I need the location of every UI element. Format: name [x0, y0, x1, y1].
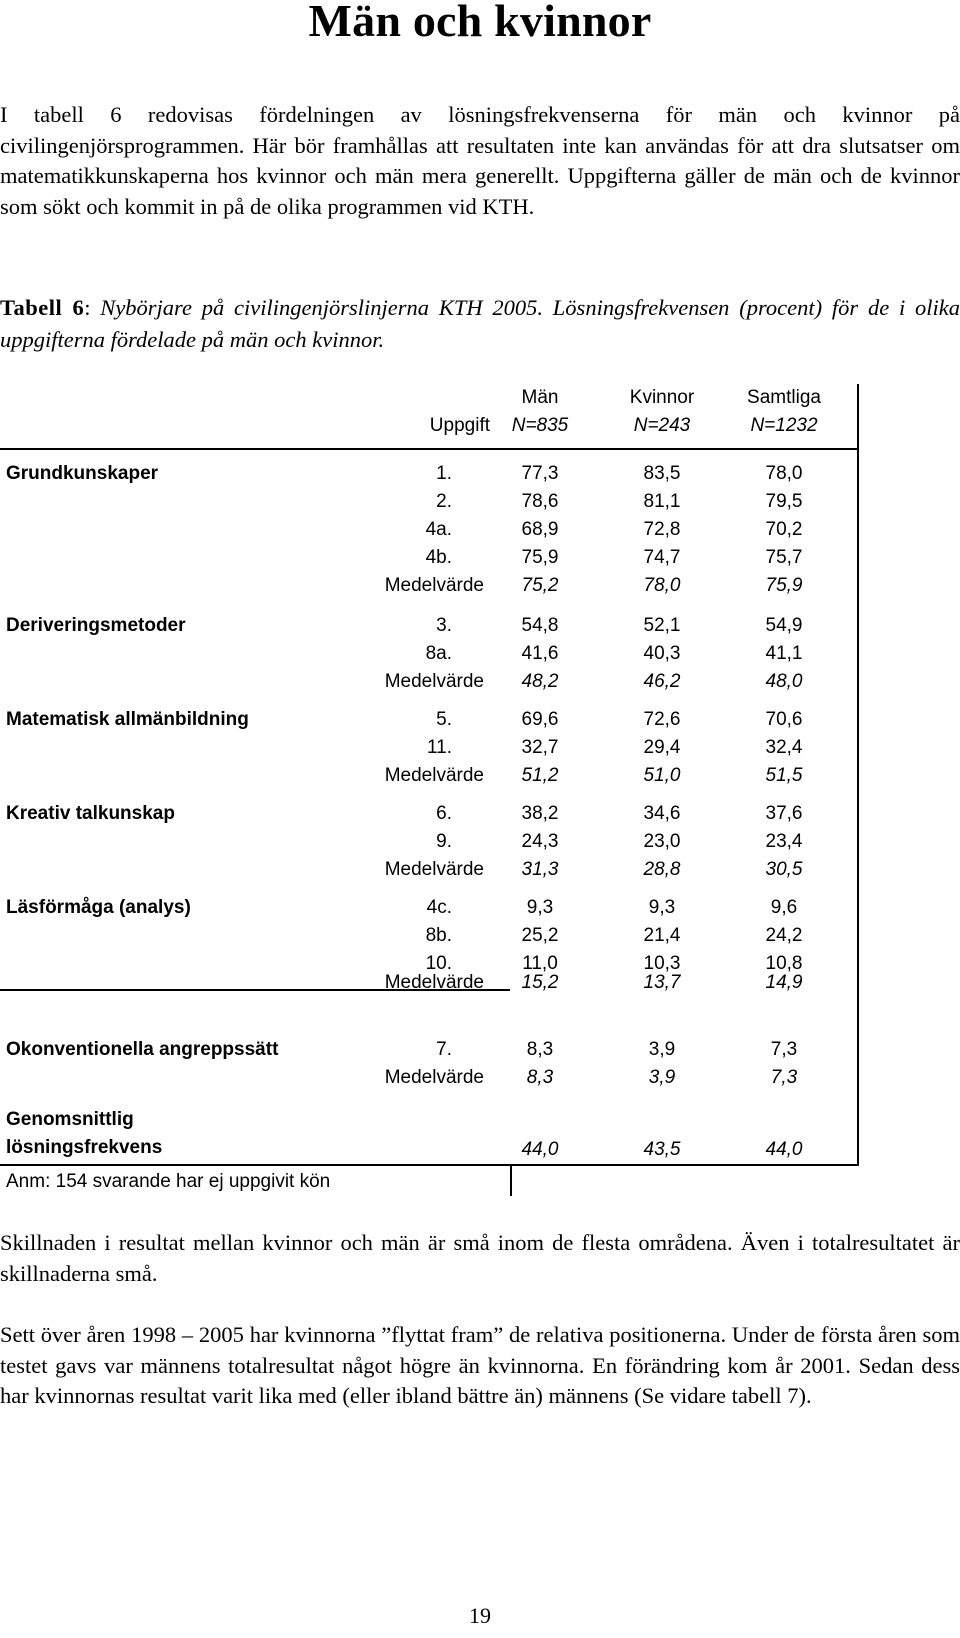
caption-text: Nybörjare på civilingenjörslinjerna KTH 2005. Lösningsfrekvensen (procent) för de i olika uppgifterna fördelade på män och kvinnor.: [0, 295, 960, 352]
task-cell: 10.: [425, 953, 452, 974]
kvinnor-cell: 9,3: [648, 897, 676, 918]
samtliga-cell: 37,6: [765, 803, 803, 824]
header-man-n: N=835: [511, 415, 569, 436]
task-cell: 4b.: [425, 547, 452, 568]
overall-label-line2: lösningsfrekvens: [6, 1137, 163, 1158]
kvinnor-cell: 74,7: [643, 547, 681, 568]
mean-man: 51,2: [521, 765, 559, 786]
group-matematisk-allmanbildning: Matematisk allmänbildning: [6, 709, 249, 730]
mean-kvinnor: 3,9: [648, 1067, 676, 1088]
task-cell: 1.: [436, 463, 452, 484]
man-cell: 75,9: [521, 547, 559, 568]
man-cell: 68,9: [521, 519, 559, 540]
kvinnor-cell: 23,0: [643, 831, 681, 852]
header-kvinnor: Kvinnor: [629, 387, 695, 408]
kvinnor-cell: 34,6: [643, 803, 681, 824]
samtliga-cell: 54,9: [765, 615, 803, 636]
man-cell: 9,3: [526, 897, 554, 918]
task-cell: 4a.: [425, 519, 452, 540]
mean-kvinnor: 78,0: [643, 575, 681, 596]
mean-samtliga: 14,9: [765, 972, 803, 993]
kvinnor-cell: 3,9: [648, 1039, 676, 1060]
kvinnor-cell: 52,1: [643, 615, 681, 636]
kvinnor-cell: 21,4: [643, 925, 681, 946]
mean-man: 48,2: [521, 671, 559, 692]
kvinnor-cell: 83,5: [643, 463, 681, 484]
mean-samtliga: 48,0: [765, 671, 803, 692]
task-cell: 4c.: [426, 897, 452, 918]
samtliga-cell: 24,2: [765, 925, 803, 946]
summary-paragraph: Skillnaden i resultat mellan kvinnor och män är små inom de flesta områdena. Även i totalresultatet är skillnaderna små.: [0, 1230, 960, 1286]
right-border: [857, 384, 859, 1166]
caption-separator: :: [84, 295, 91, 320]
header-samtliga: Samtliga: [747, 387, 821, 408]
task-cell: 11.: [426, 737, 452, 758]
mean-samtliga: 30,5: [765, 859, 803, 880]
mean-man: 15,2: [521, 972, 559, 993]
kvinnor-cell: 10,3: [643, 953, 681, 974]
man-cell: 77,3: [521, 463, 559, 484]
group-deriveringsmetoder: Deriveringsmetoder: [6, 615, 186, 636]
overall-man: 44,0: [521, 1139, 559, 1160]
mean-label: Medelvärde: [384, 859, 484, 880]
page-number: 19: [469, 1603, 491, 1628]
kvinnor-cell: 72,6: [643, 709, 681, 730]
mean-samtliga: 51,5: [765, 765, 803, 786]
mean-kvinnor: 13,7: [643, 972, 681, 993]
samtliga-cell: 41,1: [765, 643, 803, 664]
table-note: Anm: 154 svarande har ej uppgivit kön: [6, 1171, 331, 1192]
man-cell: 38,2: [521, 803, 559, 824]
header-man: Män: [521, 387, 559, 408]
task-cell: 9.: [436, 831, 452, 852]
task-cell: 8a.: [425, 643, 452, 664]
man-cell: 32,7: [521, 737, 559, 758]
task-cell: 7.: [436, 1039, 452, 1060]
kvinnor-cell: 40,3: [643, 643, 681, 664]
samtliga-cell: 70,2: [765, 519, 803, 540]
task-cell: 5.: [436, 709, 452, 730]
man-cell: 11,0: [522, 953, 558, 974]
group-lasformaga: Läsförmåga (analys): [6, 897, 191, 918]
samtliga-cell: 10,8: [765, 953, 803, 974]
mean-kvinnor: 51,0: [643, 765, 681, 786]
mean-label: Medelvärde: [384, 765, 484, 786]
man-cell: 54,8: [521, 615, 559, 636]
results-table: [0, 384, 960, 1194]
mean-samtliga: 75,9: [765, 575, 803, 596]
mean-label: Medelvärde: [384, 1067, 484, 1088]
kvinnor-cell: 81,1: [643, 491, 681, 512]
intro-paragraph: I tabell 6 redovisas fördelningen av lösningsfrekvenserna för män och kvinnor på civilingenjörsprogrammen. Här bör framhållas att resultaten inte kan användas för att dra slutsatser om matematikkunskaperna hos kvinnor och män mera generellt. Uppgifterna gäller de män och de kvinnor som sökt och kommit in på de olika programmen vid KTH.: [0, 102, 960, 220]
group-okonventionella: Okonventionella angreppssätt: [6, 1039, 279, 1060]
mean-samtliga: 7,3: [770, 1067, 798, 1088]
mean-kvinnor: 46,2: [643, 671, 681, 692]
note-divider: [510, 1164, 512, 1196]
kvinnor-cell: 29,4: [643, 737, 681, 758]
bottom-rule: [0, 1164, 859, 1166]
header-samtliga-n: N=1232: [750, 415, 818, 436]
trend-paragraph: Sett över åren 1998 – 2005 har kvinnorna ”flyttat fram” de relativa positionerna. Under de första åren som testet gavs var männens totalresultat något högre än kvinnorna. En förändring kom år 2001. Sedan dess har kvinnornas resultat varit lika med (eller ibland bättre än) männens (Se vidare tabell 7).: [0, 1322, 960, 1409]
task-cell: 8b.: [425, 925, 452, 946]
man-cell: 69,6: [521, 709, 559, 730]
samtliga-cell: 70,6: [765, 709, 803, 730]
caption-label: Tabell 6: [0, 295, 85, 320]
page-title: Män och kvinnor: [308, 0, 652, 46]
task-cell: 2.: [436, 491, 452, 512]
man-cell: 41,6: [521, 643, 559, 664]
overall-samtliga: 44,0: [765, 1139, 803, 1160]
samtliga-cell: 78,0: [765, 463, 803, 484]
task-cell: 6.: [436, 803, 452, 824]
kvinnor-cell: 72,8: [643, 519, 681, 540]
mean-label: Medelvärde: [384, 575, 484, 596]
group-kreativ-talkunskap: Kreativ talkunskap: [6, 803, 175, 824]
task-cell: 3.: [436, 615, 452, 636]
table-caption: [0, 292, 960, 356]
mean-label: Medelvärde: [384, 671, 484, 692]
samtliga-cell: 7,3: [770, 1039, 798, 1060]
mean-kvinnor: 28,8: [643, 859, 681, 880]
mean-man: 75,2: [521, 575, 559, 596]
samtliga-cell: 79,5: [765, 491, 803, 512]
samtliga-cell: 23,4: [765, 831, 803, 852]
group-grundkunskaper: Grundkunskaper: [6, 463, 159, 484]
mean-label: Medelvärde: [384, 972, 484, 993]
overall-kvinnor: 43,5: [643, 1139, 681, 1160]
man-cell: 24,3: [521, 831, 559, 852]
header-kvinnor-n: N=243: [633, 415, 691, 436]
header-uppgift: Uppgift: [429, 415, 490, 436]
header-rule: [0, 448, 858, 450]
man-cell: 78,6: [521, 491, 559, 512]
mean-man: 31,3: [521, 859, 559, 880]
man-cell: 25,2: [521, 925, 559, 946]
samtliga-cell: 75,7: [765, 547, 803, 568]
man-cell: 8,3: [526, 1039, 554, 1060]
mean-man: 8,3: [526, 1067, 554, 1088]
samtliga-cell: 9,6: [770, 897, 798, 918]
overall-label-line1: Genomsnittlig: [6, 1109, 134, 1130]
samtliga-cell: 32,4: [765, 737, 803, 758]
